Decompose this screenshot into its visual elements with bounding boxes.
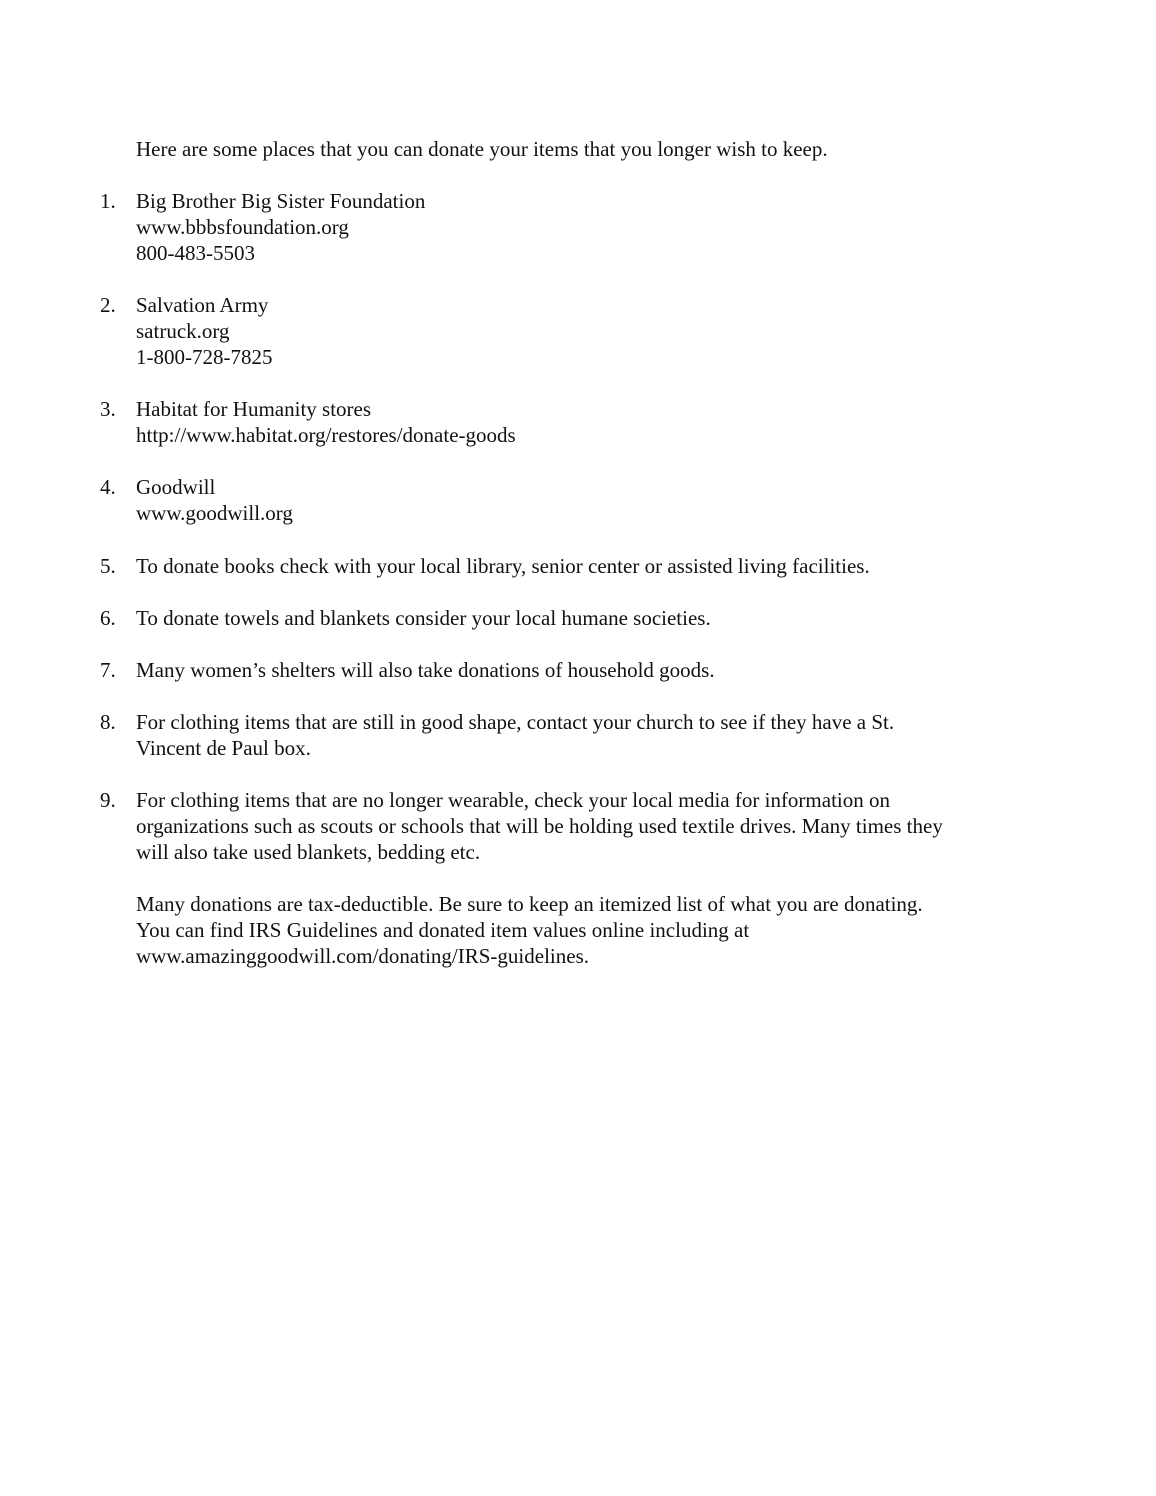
list-item-number: 1. <box>100 189 116 213</box>
intro-text: Here are some places that you can donate your items that you longer wish to keep. <box>136 137 828 161</box>
organization-website: www.bbbsfoundation.org <box>136 215 349 239</box>
organization-name: Big Brother Big Sister Foundation <box>136 189 426 213</box>
organization-phone: 800-483-5503 <box>136 241 255 265</box>
list-item-text: Many women’s shelters will also take donations of household goods. <box>136 658 715 682</box>
list-item-text: For clothing items that are no longer wearable, check your local media for information on <box>136 788 891 812</box>
list-item <box>100 474 1036 526</box>
list-item-number: 6. <box>100 606 116 630</box>
list-item-text: To donate towels and blankets consider your local humane societies. <box>136 606 711 630</box>
organization-name: Habitat for Humanity stores <box>136 397 372 421</box>
list-item <box>100 292 1036 370</box>
organization-website: http://www.habitat.org/restores/donate-goods <box>136 423 516 447</box>
list-item-number: 8. <box>100 710 116 734</box>
list-item-number: 4. <box>100 475 116 499</box>
list-item <box>100 657 1036 683</box>
closing-link-text: www.amazinggoodwill.com/donating/IRS-guidelines. <box>136 944 589 968</box>
list-item-text: To donate books check with your local library, senior center or assisted living facilities. <box>136 554 870 578</box>
closing-text: You can find IRS Guidelines and donated item values online including at <box>136 918 750 942</box>
intro-paragraph <box>136 136 1036 162</box>
list-item-text: will also take used blankets, bedding etc. <box>136 840 481 864</box>
list-item <box>100 787 1036 865</box>
organization-name: Salvation Army <box>136 293 269 317</box>
list-item-text: Vincent de Paul box. <box>136 736 311 760</box>
organization-website: www.goodwill.org <box>136 501 293 525</box>
organization-phone: 1-800-728-7825 <box>136 345 273 369</box>
list-item <box>100 188 1036 266</box>
organization-website: satruck.org <box>136 319 230 343</box>
list-item-number: 5. <box>100 554 116 578</box>
list-item <box>100 553 1036 579</box>
list-item-number: 9. <box>100 788 116 812</box>
list-item-number: 3. <box>100 397 116 421</box>
list-item <box>100 396 1036 448</box>
list-item <box>100 605 1036 631</box>
list-item-text: For clothing items that are still in good shape, contact your church to see if they have a St. <box>136 710 895 734</box>
organization-name: Goodwill <box>136 475 216 499</box>
list-item-number: 2. <box>100 293 116 317</box>
list-item <box>100 709 1036 761</box>
list-item-text: organizations such as scouts or schools that will be holding used textile drives. Many times they <box>136 814 943 838</box>
list-item-number: 7. <box>100 658 116 682</box>
closing-text: Many donations are tax-deductible. Be sure to keep an itemized list of what you are donating. <box>136 892 923 916</box>
closing-paragraph <box>136 891 1036 969</box>
